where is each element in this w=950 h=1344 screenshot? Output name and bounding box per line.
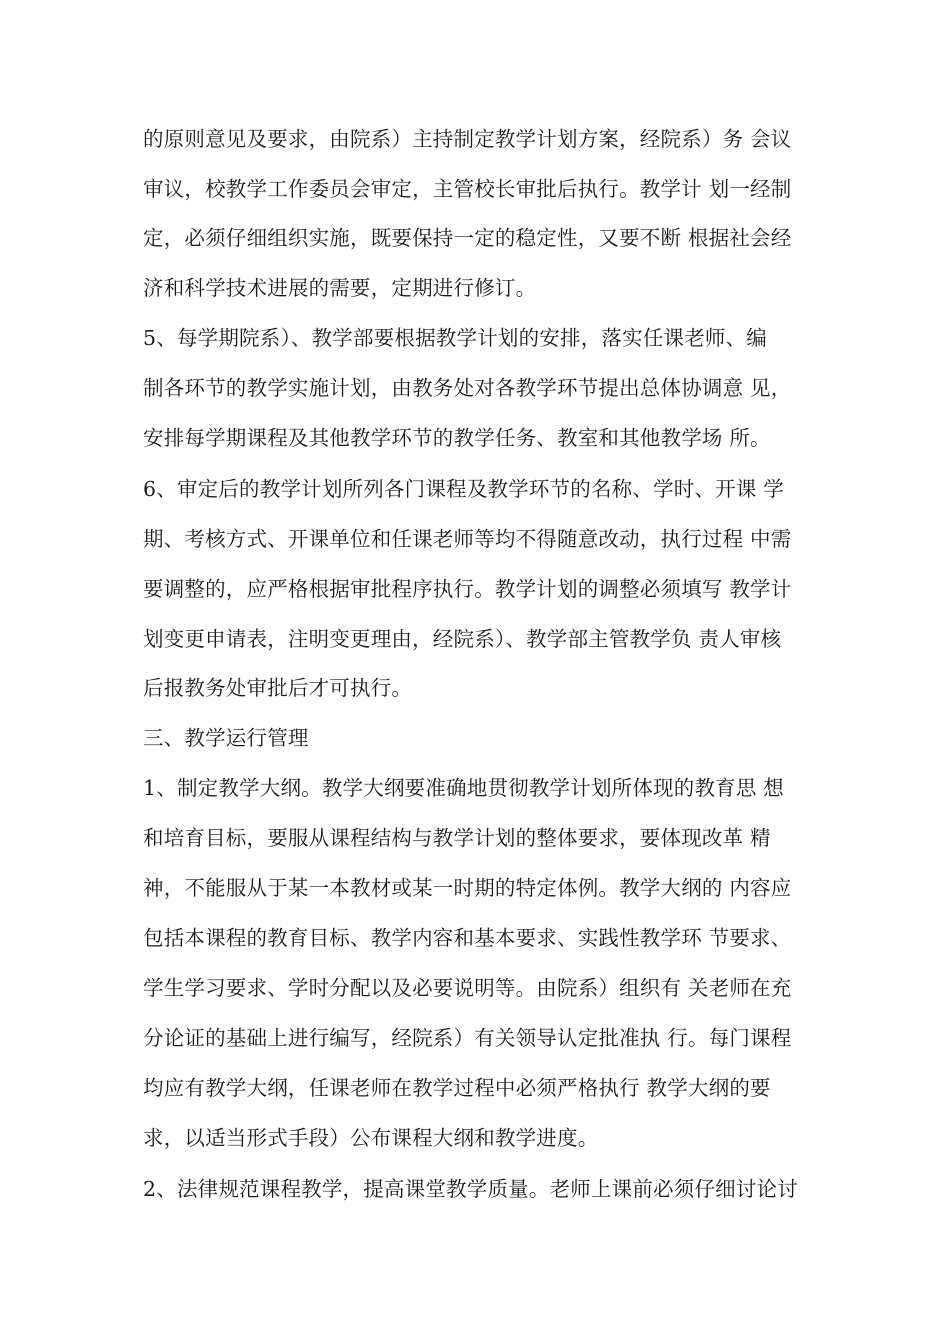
text-line: 的原则意见及要求，由院系）主持制定教学计划方案，经院系）务 会议 [143, 127, 792, 151]
text-line: 制各环节的教学实施计划，由教务处对各教学环节提出总体协调意 见， [143, 376, 792, 400]
text-line: 要调整的，应严格根据审批程序执行。教学计划的调整必须填写 教学计 [143, 577, 792, 601]
text-line: 和培育目标，要服从课程结构与教学计划的整体要求，要体现改革 精 [143, 826, 771, 850]
text-line: 济和科学技术进展的需要，定期进行修订。 [143, 276, 537, 300]
text-line: 5、每学期院系）、教学部要根据教学计划的安排，落实任课老师、编 [143, 326, 767, 350]
text-line: 划变更申请表，注明变更理由，经院系）、教学部主管教学负 责人审核 [143, 627, 782, 651]
text-line: 学生学习要求、学时分配以及必要说明等。由院系）组织有 关老师在充 [143, 976, 792, 1000]
text-line: 神，不能服从于某一本教材或某一时期的特定体例。教学大纲的 内容应 [143, 876, 792, 900]
text-line: 安排每学期课程及其他教学环节的教学任务、教室和其他教学场 所。 [143, 426, 771, 450]
text-line: 分论证的基础上进行编写，经院系）有关领导认定批准执 行。每门课程 [143, 1026, 792, 1050]
text-line: 6、审定后的教学计划所列各门课程及教学环节的名称、学时、开课 学 [143, 477, 784, 501]
text-line: 后报教务处审批后才可执行。 [143, 676, 413, 700]
text-line: 定，必须仔细组织实施，既要保持一定的稳定性，又要不断 根据社会经 [143, 226, 792, 250]
text-line: 审议，校教学工作委员会审定，主管校长审批后执行。教学计 划一经制 [143, 177, 792, 201]
text-line: 2、法律规范课程教学，提高课堂教学质量。老师上课前必须仔细讨论讨 [143, 1177, 798, 1201]
text-line: 期、考核方式、开课单位和任课老师等均不得随意改动，执行过程 中需 [143, 527, 792, 551]
text-line: 均应有教学大纲，任课老师在教学过程中必须严格执行 教学大纲的要 [143, 1076, 771, 1100]
text-line: 求，以适当形式手段）公布课程大纲和教学进度。 [143, 1126, 599, 1150]
text-line: 1、制定教学大纲。教学大纲要准确地贯彻教学计划所体现的教育思 想 [143, 776, 784, 800]
section-heading: 三、教学运行管理 [143, 726, 309, 750]
text-line: 包括本课程的教育目标、教学内容和基本要求、实践性教学环 节要求、 [143, 926, 792, 950]
